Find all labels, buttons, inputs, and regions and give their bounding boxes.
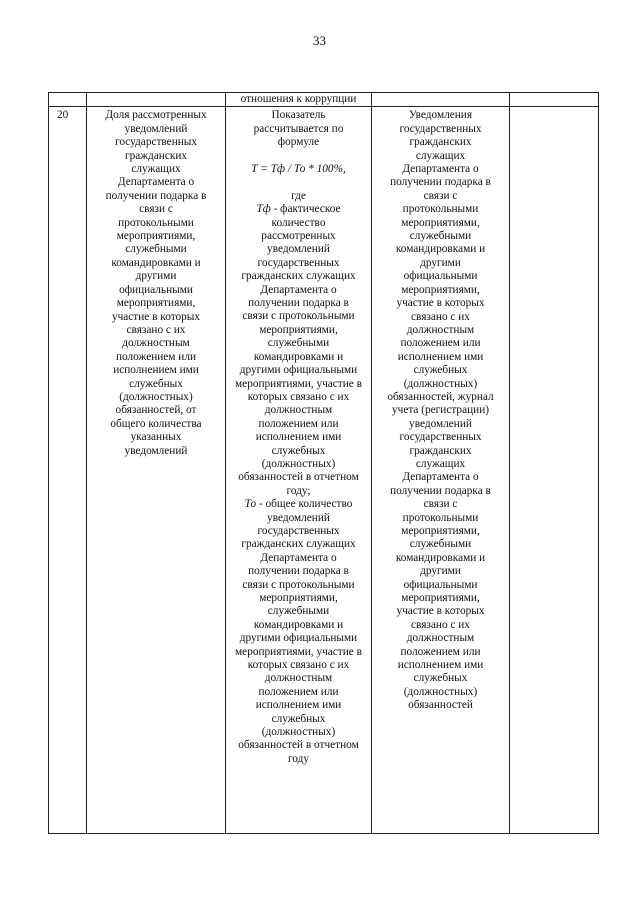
cell-text-line: протокольными	[402, 511, 479, 524]
cell-text-line: количество	[271, 216, 326, 229]
cell-text-line: командировками и	[111, 256, 201, 269]
cell-text-line: служебными	[409, 230, 472, 243]
cell-text-line: исполнением ими	[113, 364, 199, 377]
cell-text-line: получении подарка в	[248, 297, 349, 310]
cell-text-line: получении подарка в	[105, 189, 207, 202]
cell-text-line: должностным	[406, 632, 475, 645]
cell-text-line: (должностных)	[261, 726, 336, 739]
table-cell-continuation-text: отношения к коррупции	[226, 93, 372, 107]
cell-text-line: (должностных)	[261, 457, 336, 470]
cell-text-line: положением или	[115, 350, 197, 363]
cell-text-line: государственных	[399, 431, 482, 444]
page-number: 33	[313, 33, 326, 48]
cell-text-line: участие в которых	[396, 605, 485, 618]
cell-text-line: обязанностей	[408, 699, 473, 712]
cell-text-line: официальными	[403, 578, 478, 591]
cell-text-line: служебными	[409, 538, 472, 551]
cell-text-line: уведомлений	[124, 444, 188, 457]
cell-text-line: формуле	[277, 136, 320, 149]
cell-text-line: указанных	[130, 431, 182, 444]
cell-text-line: положением или	[400, 645, 481, 658]
cell-text-line: году	[287, 752, 310, 765]
cell-text-line: должностным	[122, 337, 190, 350]
cell-text-line: мероприятиями,	[116, 297, 196, 310]
cell-text-line: Департамента о	[260, 283, 337, 296]
cell-text-line: Т = Тф / То * 100%,	[251, 163, 346, 176]
cell-text-line: (должностных)	[119, 390, 193, 403]
cell-text-line: служебными	[267, 337, 330, 350]
cell-text-line: связано с их	[126, 323, 186, 336]
cell-text-line	[228, 150, 369, 163]
cell-text-line: служебных	[271, 712, 326, 725]
cell-text-line: гражданских	[124, 149, 188, 162]
calculation-method-cell	[226, 107, 372, 834]
cell-text-line: должностным	[264, 404, 333, 417]
table-cell-empty	[87, 93, 226, 107]
cell-text-line: официальными	[119, 283, 193, 296]
cell-text-line: связи с протокольными	[242, 310, 355, 323]
cell-text-line: командировками и	[253, 618, 344, 631]
cell-text-line: официальными	[403, 270, 478, 283]
cell-text-line: мероприятиями, участие в	[235, 377, 362, 390]
cell-text-line: исполнением ими	[397, 350, 484, 363]
cell-text-line: обязанностей, от	[115, 404, 197, 417]
cell-text-line: получении подарка в	[390, 484, 491, 497]
cell-text-line: связи с	[139, 203, 173, 216]
table-row	[49, 107, 599, 834]
cell-text-line: служебными	[125, 243, 187, 256]
table-row-continuation	[49, 93, 599, 107]
indicator-name-cell	[87, 107, 226, 834]
cell-text-line: связано с их	[411, 618, 470, 631]
cell-text-line: мероприятиями, участие в	[235, 645, 362, 658]
cell-text-line: Департамента о	[402, 163, 479, 176]
cell-text-line: государственных	[257, 256, 340, 269]
cell-text-line: получении подарка в	[390, 176, 491, 189]
cell-text-line: служебных	[413, 364, 468, 377]
cell-text-line: связи с	[423, 498, 458, 511]
cell-text-line: Тф - фактическое	[256, 203, 341, 216]
cell-text-line: году;	[286, 484, 311, 497]
cell-text-line: связано с их	[411, 310, 470, 323]
indicator-table	[48, 92, 599, 834]
cell-text-line: Уведомления	[408, 109, 473, 122]
cell-text-line: положением или	[400, 337, 481, 350]
cell-text-line: (должностных)	[403, 377, 478, 390]
cell-text-line: уведомлений	[267, 243, 330, 256]
cell-text-line: гражданских	[409, 136, 472, 149]
table-cell-empty	[49, 93, 87, 107]
cell-text-line: уведомлений	[124, 122, 188, 135]
cell-text-line: командировками и	[395, 243, 486, 256]
cell-text-line: служащих	[415, 457, 466, 470]
cell-text-line: Показатель	[271, 109, 326, 122]
table-cell-empty	[510, 93, 599, 107]
cell-text-line: исполнением ими	[255, 431, 342, 444]
cell-text-line: служебных	[413, 672, 468, 685]
cell-text-line: служебных	[271, 444, 326, 457]
cell-text-line: (должностных)	[403, 685, 478, 698]
cell-text-line: мероприятиями,	[401, 592, 480, 605]
cell-text-line	[228, 176, 369, 189]
cell-text-line: должностным	[406, 323, 475, 336]
cell-text-line: исполнением ими	[397, 659, 484, 672]
cell-text-line: связи с протокольными	[242, 578, 355, 591]
data-source-cell	[372, 107, 510, 834]
cell-text-line: связи с	[423, 189, 458, 202]
cell-text-line: государственных	[399, 122, 482, 135]
cell-text-line: То - общее количество	[244, 498, 353, 511]
cell-text-line: служащих	[131, 163, 181, 176]
cell-text-line: участие в которых	[396, 297, 485, 310]
cell-text-line: уведомлений	[267, 511, 330, 524]
cell-text-line: государственных	[257, 524, 340, 537]
cell-text-line: другими официальными	[239, 632, 358, 645]
cell-text-line: которых связано с их	[247, 390, 350, 403]
cell-text-line: Департамента о	[260, 551, 337, 564]
cell-text-line: мероприятиями,	[116, 230, 196, 243]
cell-text-line: мероприятиями,	[259, 592, 338, 604]
cell-text-line: протокольными	[402, 203, 479, 216]
cell-text-line: служебных	[129, 377, 183, 390]
cell-text-line: протокольными	[118, 216, 194, 229]
cell-text-line: обязанностей в отчетном	[238, 471, 359, 484]
cell-text-line: мероприятиями,	[259, 323, 338, 336]
cell-text-line: мероприятиями,	[401, 525, 480, 537]
cell-text-line: Департамента о	[117, 176, 195, 189]
cell-text-line: гражданских	[409, 444, 472, 457]
cell-text-line: обязанностей в отчетном	[238, 739, 359, 752]
cell-text-line: мероприятиями,	[401, 216, 480, 229]
cell-text-line: учета (регистрации)	[391, 404, 489, 417]
cell-text-line: положением или	[258, 685, 339, 698]
cell-text-line: получении подарка в	[248, 565, 349, 578]
cell-text-line: командировками и	[395, 551, 486, 564]
cell-text-line: должностным	[264, 672, 333, 685]
cell-text-line: служебными	[267, 605, 330, 618]
cell-text-line: мероприятиями,	[401, 283, 480, 296]
cell-text-line: рассмотренных	[261, 230, 336, 243]
cell-text-line: где	[291, 189, 306, 202]
cell-text-line: Департамента о	[402, 471, 479, 484]
cell-text-line: которых связано с их	[247, 659, 350, 672]
cell-text-line: государственных	[114, 136, 198, 149]
cell-text-line: другими официальными	[239, 364, 358, 377]
cell-text-line: командировками и	[253, 350, 344, 363]
cell-text-line: другими	[420, 565, 461, 578]
cell-text-line: гражданских служащих	[241, 538, 356, 551]
cell-text-line: Доля рассмотренных	[105, 109, 207, 122]
cell-text-line: участие в которых	[111, 310, 201, 323]
cell-text-line: рассчитывается по	[253, 122, 344, 135]
cell-text-line: гражданских служащих	[241, 270, 356, 283]
cell-text-line: служащих	[415, 149, 466, 162]
cell-text-line: другими	[135, 270, 177, 283]
cell-text-line: уведомлений	[409, 417, 472, 430]
cell-text-line: общего количества	[110, 417, 202, 430]
table-cell-empty	[372, 93, 510, 107]
row-number: 20	[49, 107, 87, 834]
cell-text-line: исполнением ими	[255, 699, 342, 712]
cell-text-line: обязанностей, журнал	[387, 390, 494, 403]
cell-text-line: положением или	[258, 417, 339, 430]
cell-text-line: другими	[420, 256, 461, 269]
table-cell-empty	[510, 107, 599, 834]
